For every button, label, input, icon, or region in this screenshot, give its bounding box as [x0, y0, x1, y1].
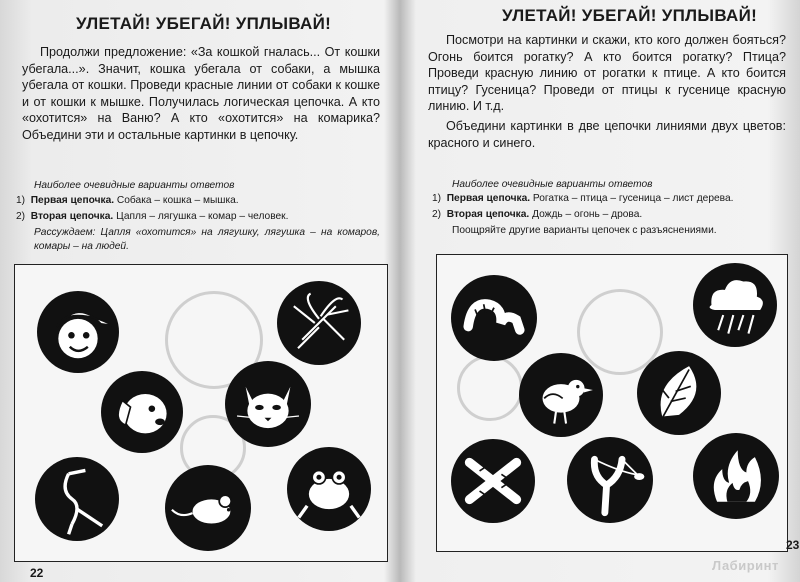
page-number: 23	[786, 538, 800, 552]
reasoning-text: Рассуждаем: Цапля «охотится» на лягушку, лягушка – на комаров, комары – на людей.	[34, 227, 380, 252]
dog-icon	[101, 371, 183, 453]
leaf-icon	[637, 351, 721, 435]
slingshot-icon	[567, 437, 653, 523]
fire-icon	[693, 433, 779, 519]
task-paragraph-2: Объедини картинки в две цепочки линиями двух цветов: красного и синего.	[428, 119, 786, 150]
faded-background-drawing	[457, 355, 523, 421]
page-title: УЛЕТАЙ! УБЕГАЙ! УПЛЫВАЙ!	[502, 6, 758, 25]
answer-line-2: 2) Вторая цепочка. Цапля – лягушка – комар – человек.	[16, 211, 289, 222]
answers-heading: Наиболее очевидные варианты ответов	[34, 180, 235, 191]
page-title: УЛЕТАЙ! УБЕГАЙ! УПЛЫВАЙ!	[76, 14, 332, 33]
publisher-watermark: Лабиринт	[712, 558, 779, 573]
answer-line-1: 1) Первая цепочка. Рогатка – птица – гусеница – лист дерева.	[432, 193, 734, 204]
answer-line-1: 1) Первая цепочка. Собака – кошка – мышка.	[16, 195, 239, 206]
mouse-icon	[165, 465, 251, 551]
rain-cloud-icon	[693, 263, 777, 347]
heron-icon	[35, 457, 119, 541]
answer-line-2: 2) Вторая цепочка. Дождь – огонь – дрова.	[432, 209, 643, 220]
frog-icon	[287, 447, 371, 531]
encourage-text: Поощряйте другие варианты цепочек с разъяснениями.	[452, 225, 717, 236]
cat-icon	[225, 361, 311, 447]
picture-frame-left	[14, 264, 388, 562]
bird-icon	[519, 353, 603, 437]
picture-frame-right	[436, 254, 788, 552]
answers-heading: Наиболее очевидные варианты ответов	[452, 179, 653, 190]
task-paragraph: Продолжи предложение: «За кошкой гналась... От кошки убегала...». Значит, кошка убегала от собаки, а мышка убегала от кошки. Проведи красные линии от собаки к кошке и от кошки к мышке. Получилась логическая цепочка. А кто «охотится» на Ваню? А кто «охотится» на комарика? Объедини эти и остальные картинки в цепочку.	[22, 45, 380, 142]
page-number: 22	[30, 566, 44, 580]
right-page	[402, 0, 800, 582]
mosquito-icon	[277, 281, 361, 365]
firewood-icon	[451, 439, 535, 523]
caterpillar-icon	[451, 275, 537, 361]
task-paragraph: Посмотри на картинки и скажи, кто кого должен бояться? Огонь боится рогатку? А кто боится рогатку? Птица? Проведи красную линию от рогатки к птице. А кто боится птицу? Гусеница? Проведи от птицы к гусенице красную линию. И т.д.	[428, 33, 786, 114]
boy-icon	[37, 291, 119, 373]
